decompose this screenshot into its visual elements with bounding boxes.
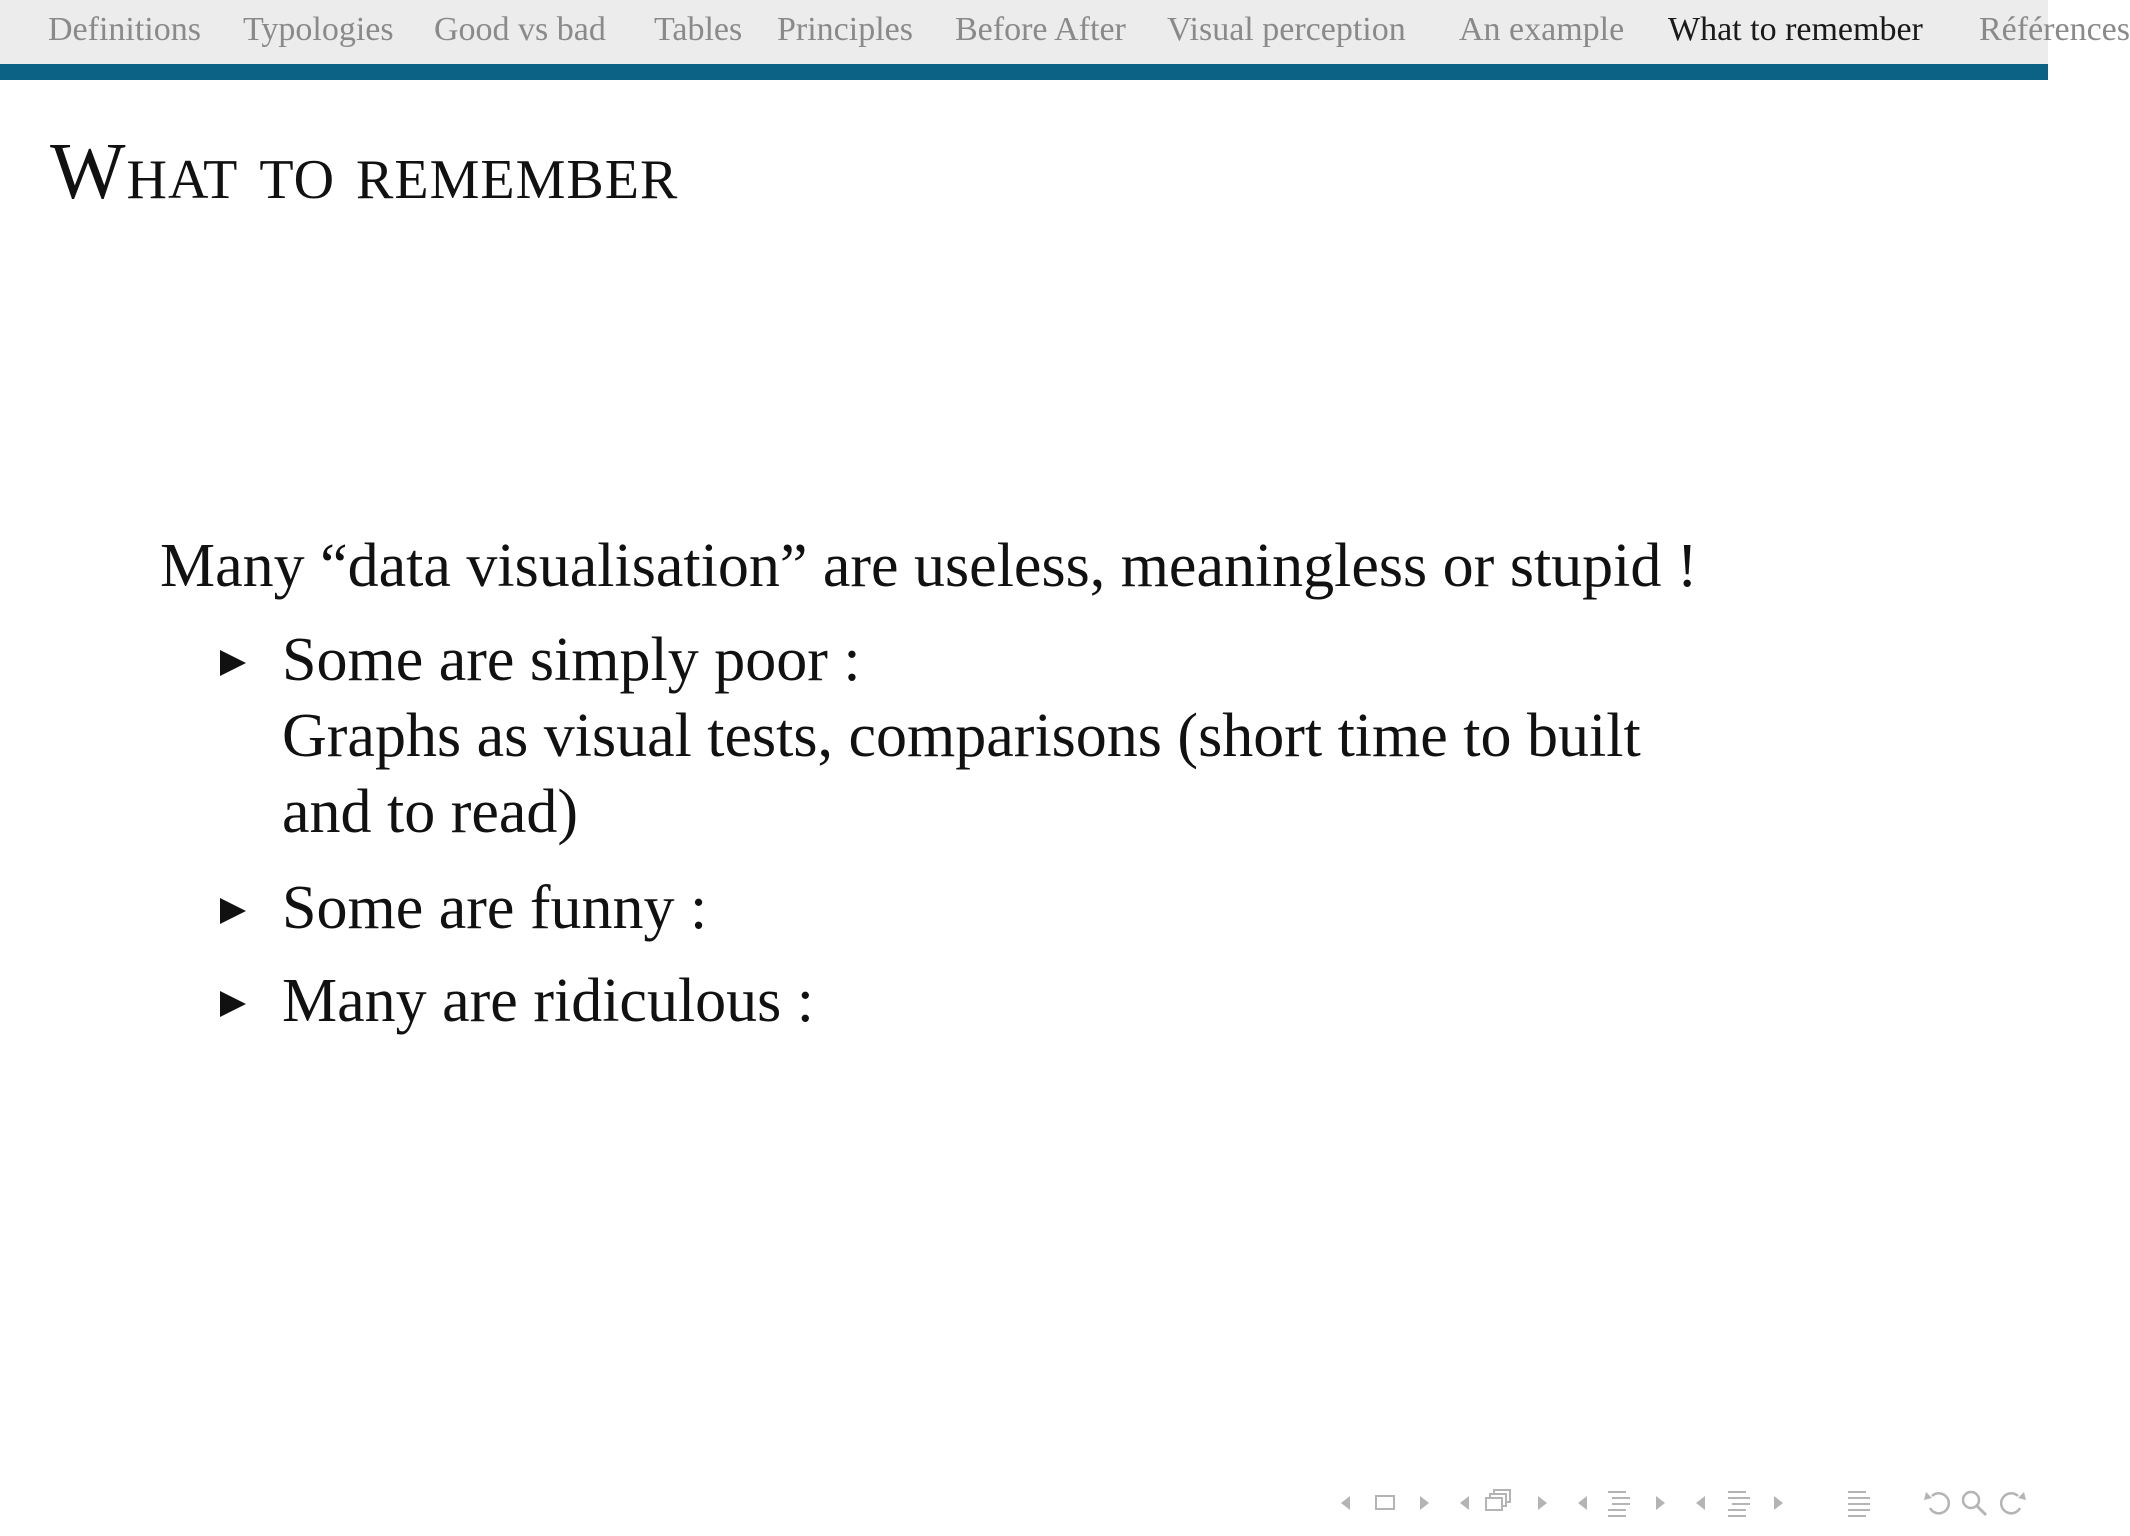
bullet-line: Many are ridiculous : <box>282 967 815 1035</box>
previous-subsection-arrow-icon[interactable] <box>1578 1496 1587 1510</box>
header-accent-rule <box>0 64 2048 80</box>
nav-section-visual-perception[interactable]: Visual perception <box>1167 11 1406 48</box>
nav-section-principles[interactable]: Principles <box>777 11 913 48</box>
next-section-arrow-icon[interactable] <box>1774 1496 1783 1510</box>
nav-section-typologies[interactable]: Typologies <box>243 11 394 48</box>
nav-section-before-after[interactable]: Before After <box>955 11 1126 48</box>
back-icon[interactable] <box>1922 1488 1956 1518</box>
nav-section-tables[interactable]: Tables <box>654 11 743 48</box>
slide-title: What to remember <box>50 128 679 216</box>
frame-icon[interactable] <box>1484 1488 1514 1516</box>
forward-icon[interactable] <box>1994 1488 2028 1518</box>
bullet-triangle-icon <box>220 898 246 924</box>
document-icon[interactable] <box>1846 1488 1872 1518</box>
bullet-line: Graphs as visual tests, comparisons (short time to built <box>282 702 1641 770</box>
bullet-line: and to read) <box>282 778 579 846</box>
bullet-triangle-icon <box>220 991 246 1017</box>
nav-section-what-to-remember[interactable]: What to remember <box>1668 11 1923 48</box>
nav-section-definitions[interactable]: Definitions <box>48 11 201 48</box>
subsection-icon[interactable] <box>1606 1488 1632 1518</box>
section-icon[interactable] <box>1726 1488 1752 1518</box>
slide-icon[interactable] <box>1375 1495 1395 1510</box>
previous-slide-arrow-icon[interactable] <box>1341 1496 1350 1510</box>
bullet-line: Some are funny : <box>282 874 708 942</box>
bullet-line: Some are simply poor : <box>282 626 861 694</box>
nav-section-an-example[interactable]: An example <box>1459 11 1625 48</box>
previous-section-arrow-icon[interactable] <box>1696 1496 1705 1510</box>
previous-frame-arrow-icon[interactable] <box>1460 1496 1469 1510</box>
next-slide-arrow-icon[interactable] <box>1420 1496 1429 1510</box>
next-frame-arrow-icon[interactable] <box>1538 1496 1547 1510</box>
nav-section-good-vs-bad[interactable]: Good vs bad <box>434 11 606 48</box>
search-icon[interactable] <box>1960 1488 1990 1518</box>
bullet-text <box>282 622 1641 850</box>
next-subsection-arrow-icon[interactable] <box>1656 1496 1665 1510</box>
bullet-text <box>282 963 814 1039</box>
nav-section-references[interactable]: Références <box>1979 11 2130 48</box>
bullet-text <box>282 870 707 946</box>
bullet-triangle-icon <box>220 650 246 676</box>
section-navigation-bar <box>0 0 2130 64</box>
lead-statement: Many “data visualisation” are useless, meaningless or stupid ! <box>160 532 1698 600</box>
